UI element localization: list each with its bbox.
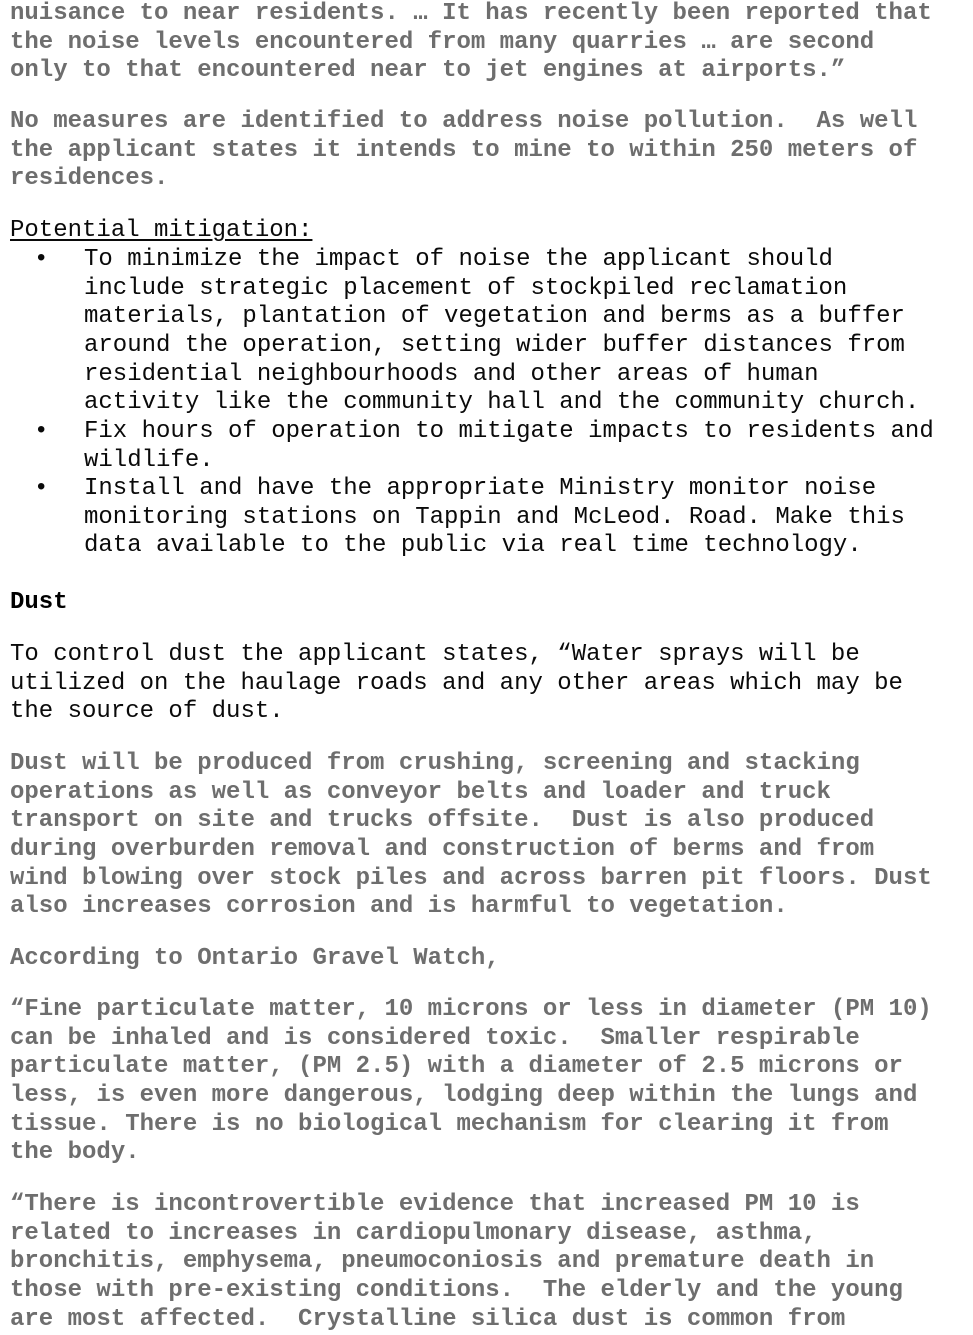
text-line: operations as well as conveyor belts and loader and truck [10, 778, 831, 806]
text-line: during overburden removal and construction of berms and from [10, 836, 875, 864]
text-line: utilized on the haulage roads and any other areas which may be [10, 669, 903, 697]
bullet-icon: • [34, 418, 49, 445]
text-line: the applicant states it intends to mine to within 250 meters of [10, 136, 918, 164]
gravel-watch-quote-1 [10, 996, 932, 1168]
text-line: can be inhaled and is considered toxic. Smaller respirable [10, 1024, 860, 1052]
mitigation-heading: Potential mitigation: [10, 217, 313, 244]
text-line: activity like the community hall and the community church. [84, 389, 920, 417]
text-line: only to that encountered near to jet engines at airports.” [10, 57, 846, 85]
text-line: those with pre-existing conditions. The elderly and the young [10, 1277, 903, 1305]
text-line: According to Ontario Gravel Watch, [10, 945, 500, 972]
text-line: residences. [10, 165, 169, 193]
text-line: around the operation, setting wider buffer distances from [84, 332, 905, 360]
bullet-text [84, 246, 919, 418]
text-line: also increases corrosion and is harmful to vegetation. [10, 893, 788, 921]
text-line: To minimize the impact of noise the applicant should [84, 246, 833, 273]
text-line: Install and have the appropriate Ministry monitor noise [84, 475, 877, 502]
text-line: particulate matter, (PM 2.5) with a diameter of 2.5 microns or [10, 1053, 903, 1081]
bullet-icon: • [34, 246, 49, 273]
text-line: include strategic placement of stockpiled reclamation [84, 274, 848, 302]
mitigation-section [10, 217, 312, 246]
text-line: monitoring stations on Tappin and McLeod. Road. Make this [84, 503, 905, 531]
dust-section-heading [10, 589, 68, 618]
text-line: nuisance to near residents. … It has recently been reported that [10, 0, 932, 27]
text-line: Fix hours of operation to mitigate impacts to residents and [84, 418, 934, 445]
text-line: are most affected. Crystalline silica dust is common from [10, 1305, 846, 1333]
noise-quote-tail [10, 0, 932, 86]
text-line: residential neighbourhoods and other areas of human [84, 360, 819, 388]
text-line: materials, plantation of vegetation and berms as a buffer [84, 303, 905, 331]
text-line: the source of dust. [10, 698, 284, 726]
text-line: tissue. There is no biological mechanism for clearing it from [10, 1110, 889, 1138]
text-line: less, is even more dangerous, lodging deep within the lungs and [10, 1082, 918, 1110]
bullet-text [84, 475, 905, 561]
text-line: related to increases in cardiopulmonary disease, asthma, [10, 1219, 817, 1247]
section-heading: Dust [10, 589, 68, 616]
text-line: the noise levels encountered from many quarries … are second [10, 28, 875, 56]
text-line: “Fine particulate matter, 10 microns or less in diameter (PM 10) [10, 996, 932, 1023]
dust-comment-paragraph [10, 750, 932, 922]
text-line: To control dust the applicant states, “Water sprays will be [10, 641, 860, 668]
text-line: the body. [10, 1139, 140, 1167]
text-line: wildlife. [84, 446, 214, 474]
text-line: data available to the public via real time technology. [84, 532, 862, 560]
text-line: No measures are identified to address noise pollution. As well [10, 108, 918, 135]
source-intro [10, 945, 500, 974]
text-line: wind blowing over stock piles and across barren pit floors. Dust [10, 864, 932, 892]
text-line: “There is incontrovertible evidence that increased PM 10 is [10, 1191, 860, 1218]
text-line: Dust will be produced from crushing, screening and stacking [10, 750, 860, 777]
gravel-watch-quote-2 [10, 1191, 903, 1334]
bullet-text [84, 418, 934, 475]
dust-applicant-statement [10, 641, 903, 727]
text-line: transport on site and trucks offsite. Dust is also produced [10, 807, 875, 835]
bullet-icon: • [34, 475, 49, 502]
text-line: bronchitis, emphysema, pneumoconiosis and premature death in [10, 1248, 875, 1276]
noise-comment-paragraph [10, 108, 917, 194]
